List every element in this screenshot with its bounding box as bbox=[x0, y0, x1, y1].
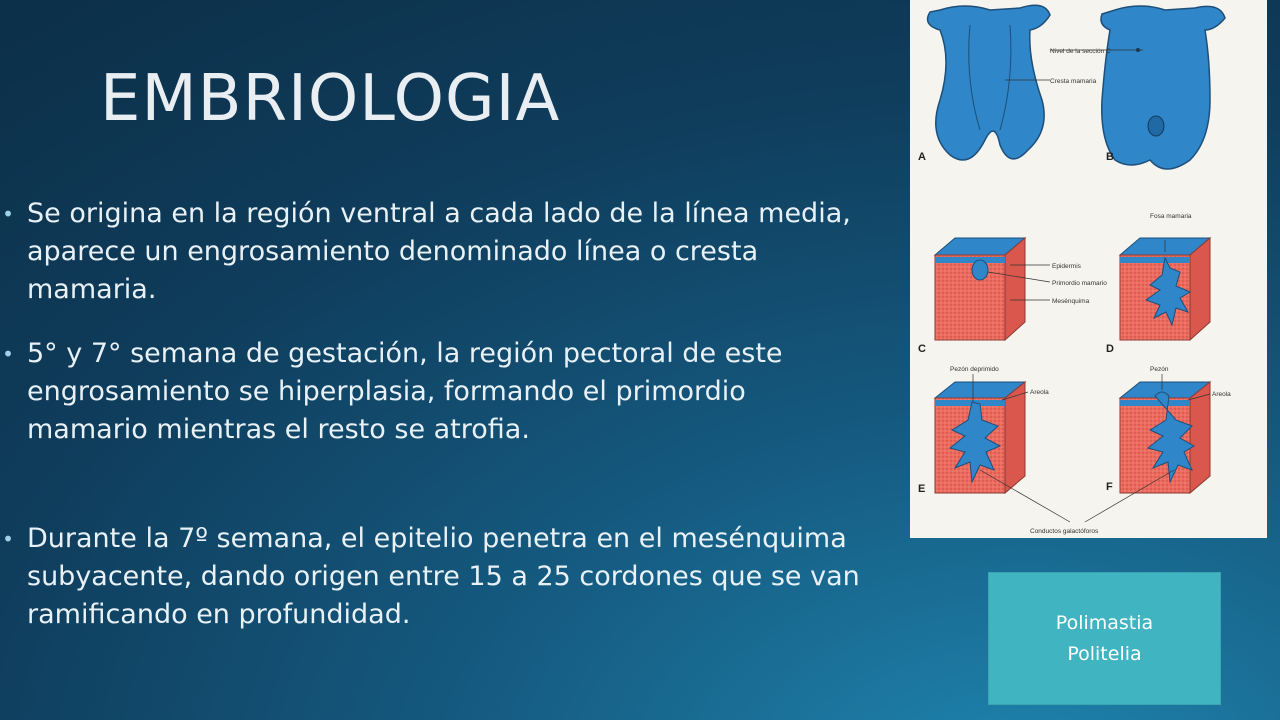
tissue-block-e bbox=[935, 382, 1025, 493]
tissue-block-d bbox=[1120, 238, 1210, 340]
label-fosa: Fosa mamaria bbox=[1150, 213, 1192, 220]
label-conductos: Conductos galactóforos bbox=[1030, 528, 1099, 535]
panel-letter-d: D bbox=[1106, 343, 1114, 355]
label-pezon-deprimido: Pezón deprimido bbox=[950, 366, 999, 373]
bullet-item bbox=[2, 520, 872, 634]
label-nivel: Nivel de la sección C bbox=[1050, 48, 1111, 55]
bullet-dot-icon: • bbox=[2, 202, 14, 226]
tissue-block-f bbox=[1120, 382, 1210, 493]
bullet-text: Durante la 7º semana, el epitelio penetra en el mesénquima subyacente, dando origen entre 15 a 25 cordones que se van ramificando en profundidad. bbox=[27, 523, 860, 630]
bullet-item bbox=[2, 195, 872, 309]
panel-letter-b: B bbox=[1106, 151, 1114, 163]
embryo-b-shape bbox=[1101, 6, 1225, 169]
panel-letter-a: A bbox=[918, 151, 926, 163]
callout-box bbox=[988, 572, 1221, 705]
bullet-dot-icon: • bbox=[2, 342, 14, 366]
bullet-text: Se origina en la región ventral a cada lado de la línea media, aparece un engrosamiento denominado línea o cresta mamaria. bbox=[27, 198, 851, 305]
bullet-item bbox=[2, 335, 872, 449]
panel-letter-c: C bbox=[918, 343, 926, 355]
tissue-block-c bbox=[935, 238, 1025, 340]
bullet-text: 5° y 7° semana de gestación, la región pectoral de este engrosamiento se hiperplasia, formando el primordio mamario mientras el resto se atrofia. bbox=[27, 338, 783, 445]
embryology-diagram bbox=[910, 0, 1267, 538]
label-primordio: Primordio mamario bbox=[1052, 280, 1107, 287]
label-epidermis: Epidermis bbox=[1052, 263, 1081, 270]
callout-line-polimastia: Polimastia bbox=[1055, 611, 1154, 634]
embryo-a-shape bbox=[928, 5, 1050, 160]
label-cresta: Cresta mamaria bbox=[1050, 78, 1097, 85]
label-pezon: Pezón bbox=[1150, 366, 1169, 373]
panel-letter-f: F bbox=[1106, 481, 1113, 493]
panel-letter-e: E bbox=[918, 483, 926, 495]
slide-title: EMBRIOLOGIA bbox=[100, 62, 561, 136]
label-areola-e: Areola bbox=[1030, 389, 1049, 396]
label-mesenquima: Mesénquima bbox=[1052, 298, 1090, 305]
embryology-figure bbox=[910, 0, 1267, 538]
label-areola-f: Areola bbox=[1212, 391, 1231, 398]
callout-line-politelia: Politelia bbox=[1067, 642, 1142, 665]
bullet-dot-icon: • bbox=[2, 527, 14, 551]
